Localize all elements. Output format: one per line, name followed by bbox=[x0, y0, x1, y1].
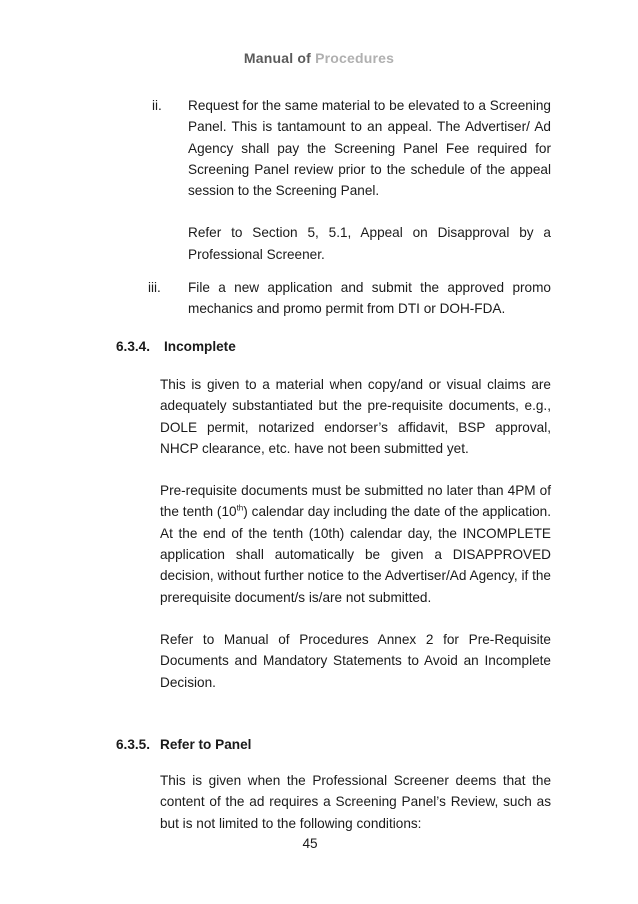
item-iii-text bbox=[188, 277, 551, 320]
paragraph-2-text-a: Pre-requisite documents must be submitted no later than 4PM of the tenth (10 bbox=[160, 483, 551, 520]
header-title-main: Manual of bbox=[243, 50, 311, 66]
superscript-th: th bbox=[236, 503, 244, 513]
item-ii-numeral: ii. bbox=[152, 98, 162, 113]
header-title-accent: Procedures bbox=[315, 50, 395, 66]
section-634-title: Incomplete bbox=[164, 339, 236, 354]
page-number: 45 bbox=[302, 836, 318, 851]
item-iii-paragraph-1: File a new application and submit the approved promo mechanics and promo permit from DTI or DOH-FDA. bbox=[188, 280, 551, 317]
page-header bbox=[0, 50, 638, 66]
section-635-body bbox=[160, 770, 551, 834]
section-635-title: Refer to Panel bbox=[160, 737, 252, 752]
section-634-number: 6.3.4. bbox=[116, 339, 151, 354]
section-635-paragraph-1: This is given when the Professional Screener deems that the content of the ad requires a Screening Panel’s Review, such as but is not limited to the following conditions: bbox=[160, 773, 551, 831]
section-635-number: 6.3.5. bbox=[116, 737, 151, 752]
item-ii-text bbox=[188, 95, 551, 265]
item-iii-numeral: iii. bbox=[148, 280, 161, 295]
paragraph-2-text-b: ) calendar day including the date of the application. At the end of the tenth (10th) calendar day, the INCOMPLETE application shall automatically be given a DISAPPROVED decision, without further notice to the Advertiser/Ad Agency, if the prerequisite document/s is/are not submitted. bbox=[160, 504, 551, 605]
section-634-paragraph-1: This is given to a material when copy/and or visual claims are adequately substantiated but the pre-requisite documents, e.g., DOLE permit, notarized endorser’s affidavit, BSP approval, NHCP clearance, etc. have not been submitted yet. bbox=[160, 377, 551, 456]
section-634-paragraph-3: Refer to Manual of Procedures Annex 2 for Pre-Requisite Documents and Mandatory Statements to Avoid an Incomplete Decision. bbox=[160, 631, 551, 690]
section-634-paragraph-2 bbox=[160, 480, 551, 608]
section-634-body bbox=[160, 374, 551, 693]
item-ii-paragraph-1: Request for the same material to be elevated to a Screening Panel. This is tantamount to an appeal. The Advertiser/ Ad Agency shall pay the Screening Panel Fee required for Screening Panel review prior to the schedule of the appeal session to the Screening Panel. bbox=[188, 98, 551, 199]
item-ii-paragraph-2: Refer to Section 5, 5.1, Appeal on Disapproval by a Professional Screener. bbox=[188, 225, 551, 262]
